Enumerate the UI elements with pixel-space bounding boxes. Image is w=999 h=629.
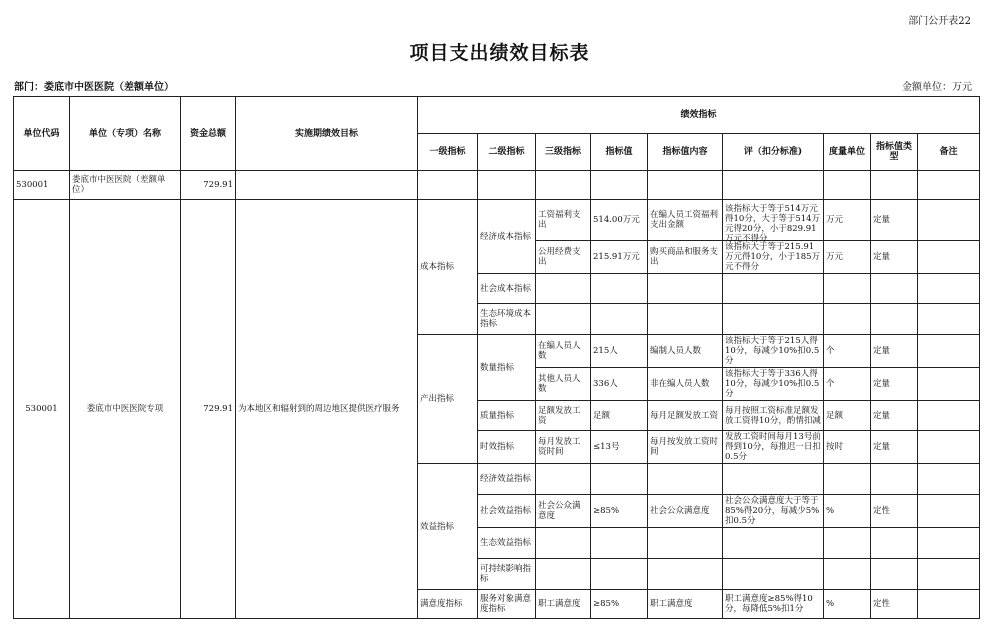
summary-amount: 729.91 [181,171,236,200]
level1-cost: 成本指标 [418,200,478,335]
header-level2: 二级指标 [478,134,536,171]
content-cell: 每月足额发放工资 [648,401,723,431]
summary-row [14,171,980,200]
unit-cell: 个 [824,335,871,368]
scoring-cell: 职工满意度≥85%得10分，每降低5%扣1分 [723,590,824,619]
header-value: 指标值 [591,134,648,171]
header-content: 指标值内容 [648,134,723,171]
content-cell: 社会公众满意度 [648,495,723,528]
level3-cell: 足额发放工资 [536,401,591,431]
value-cell: 足额 [591,401,648,431]
unit-cell: % [824,495,871,528]
type-cell: 定性 [871,495,918,528]
value-cell: ≥85% [591,495,648,528]
value-cell: ≤13号 [591,431,648,464]
scoring-cell: 该指标大于等于336人得10分，每减少10%扣0.5分 [723,368,824,401]
level3-cell: 社会公众满意度 [536,495,591,528]
amount-unit-label: 金额单位：万元 [902,82,972,93]
header-total-funds: 资金总额 [181,97,236,171]
department-label: 部门：娄底市中医医院（差额单位） [14,82,174,93]
performance-table [13,96,980,619]
level2-eco-cost: 生态环境成本指标 [478,304,536,335]
header-unit-code: 单位代码 [14,97,70,171]
type-cell: 定量 [871,241,918,274]
project-amount: 729.91 [181,200,236,619]
level3-cell: 每月发放工资时间 [536,431,591,464]
header-measure-unit: 度量单位 [824,134,871,171]
unit-cell: % [824,590,871,619]
remark-cell [918,495,980,528]
value-cell: 215人 [591,335,648,368]
content-cell: 每月按发放工资时间 [648,431,723,464]
type-cell: 定量 [871,431,918,464]
header-remark: 备注 [918,134,980,171]
page-title: 项目支出绩效目标表 [409,42,590,64]
unit-cell: 个 [824,368,871,401]
level2-social-cost: 社会成本指标 [478,274,536,304]
content-cell: 非在编人员人数 [648,368,723,401]
table-row [14,200,980,241]
level2-quality: 质量指标 [478,401,536,431]
type-cell: 定性 [871,590,918,619]
unit-cell: 足额 [824,401,871,431]
level2-service-sat: 服务对象满意度指标 [478,590,536,619]
level1-satisfaction: 满意度指标 [418,590,478,619]
remark-cell [918,368,980,401]
scoring-cell: 该指标大于等于215.91万元得10分，小于185万元不得分 [723,241,824,274]
type-cell: 定量 [871,401,918,431]
type-cell: 定量 [871,368,918,401]
remark-cell [918,590,980,619]
header-goal: 实施期绩效目标 [236,97,418,171]
level2-sustain: 可持续影响指标 [478,559,536,590]
level2-timeliness: 时效指标 [478,431,536,464]
level3-cell: 其他人员人数 [536,368,591,401]
value-cell: 215.91万元 [591,241,648,274]
value-cell: ≥85% [591,590,648,619]
level2-social-benefit: 社会效益指标 [478,495,536,528]
level3-cell: 在编人员人数 [536,335,591,368]
level1-benefit: 效益指标 [418,464,478,590]
type-cell: 定量 [871,200,918,241]
scoring-cell: 该指标大于等于514万元得10分，大于等于514万元得20分，小于829.91万元不得分 [723,200,824,241]
project-name: 娄底市中医医院专项 [70,200,181,619]
unit-cell: 万元 [824,241,871,274]
level2-econ-benefit: 经济效益指标 [478,464,536,495]
content-cell: 编制人员人数 [648,335,723,368]
unit-cell: 按时 [824,431,871,464]
header-scoring: 评（扣分标准) [723,134,824,171]
scoring-cell: 发放工资时间每月13号前得到10分，每推迟一日扣0.5分 [723,431,824,464]
level2-econ-cost: 经济成本指标 [478,200,536,274]
unit-cell: 万元 [824,200,871,241]
summary-code: 530001 [14,171,70,200]
form-number: 部门公开表22 [908,16,971,27]
content-cell: 购买商品和服务支出 [648,241,723,274]
level3-cell: 公用经费支出 [536,241,591,274]
level3-cell: 职工满意度 [536,590,591,619]
summary-name: 娄底市中医医院（差额单位） [70,171,181,200]
value-cell: 336人 [591,368,648,401]
level3-cell: 工资福利支出 [536,200,591,241]
level1-output: 产出指标 [418,335,478,464]
scoring-cell: 社会公众满意度大于等于85%得20分，每减少5%扣0.5分 [723,495,824,528]
value-cell: 514.00万元 [591,200,648,241]
scoring-cell: 每月按照工资标准足额发放工资得10分，酌情扣减 [723,401,824,431]
remark-cell [918,431,980,464]
remark-cell [918,241,980,274]
content-cell: 在编人员工资福利支出金额 [648,200,723,241]
type-cell: 定量 [871,335,918,368]
remark-cell [918,200,980,241]
header-value-type: 指标值类型 [871,134,918,171]
level2-quantity: 数量指标 [478,335,536,401]
remark-cell [918,401,980,431]
content-cell: 职工满意度 [648,590,723,619]
level2-eco-benefit: 生态效益指标 [478,528,536,559]
remark-cell [918,335,980,368]
header-level1: 一级指标 [418,134,478,171]
project-code: 530001 [14,200,70,619]
header-level3: 三级指标 [536,134,591,171]
scoring-cell: 该指标大于等于215人得10分，每减少10%扣0.5分 [723,335,824,368]
header-unit-name: 单位（专项）名称 [70,97,181,171]
project-goal: 为本地区和辐射到的周边地区提供医疗服务 [236,200,418,619]
header-performance: 绩效指标 [418,97,980,134]
